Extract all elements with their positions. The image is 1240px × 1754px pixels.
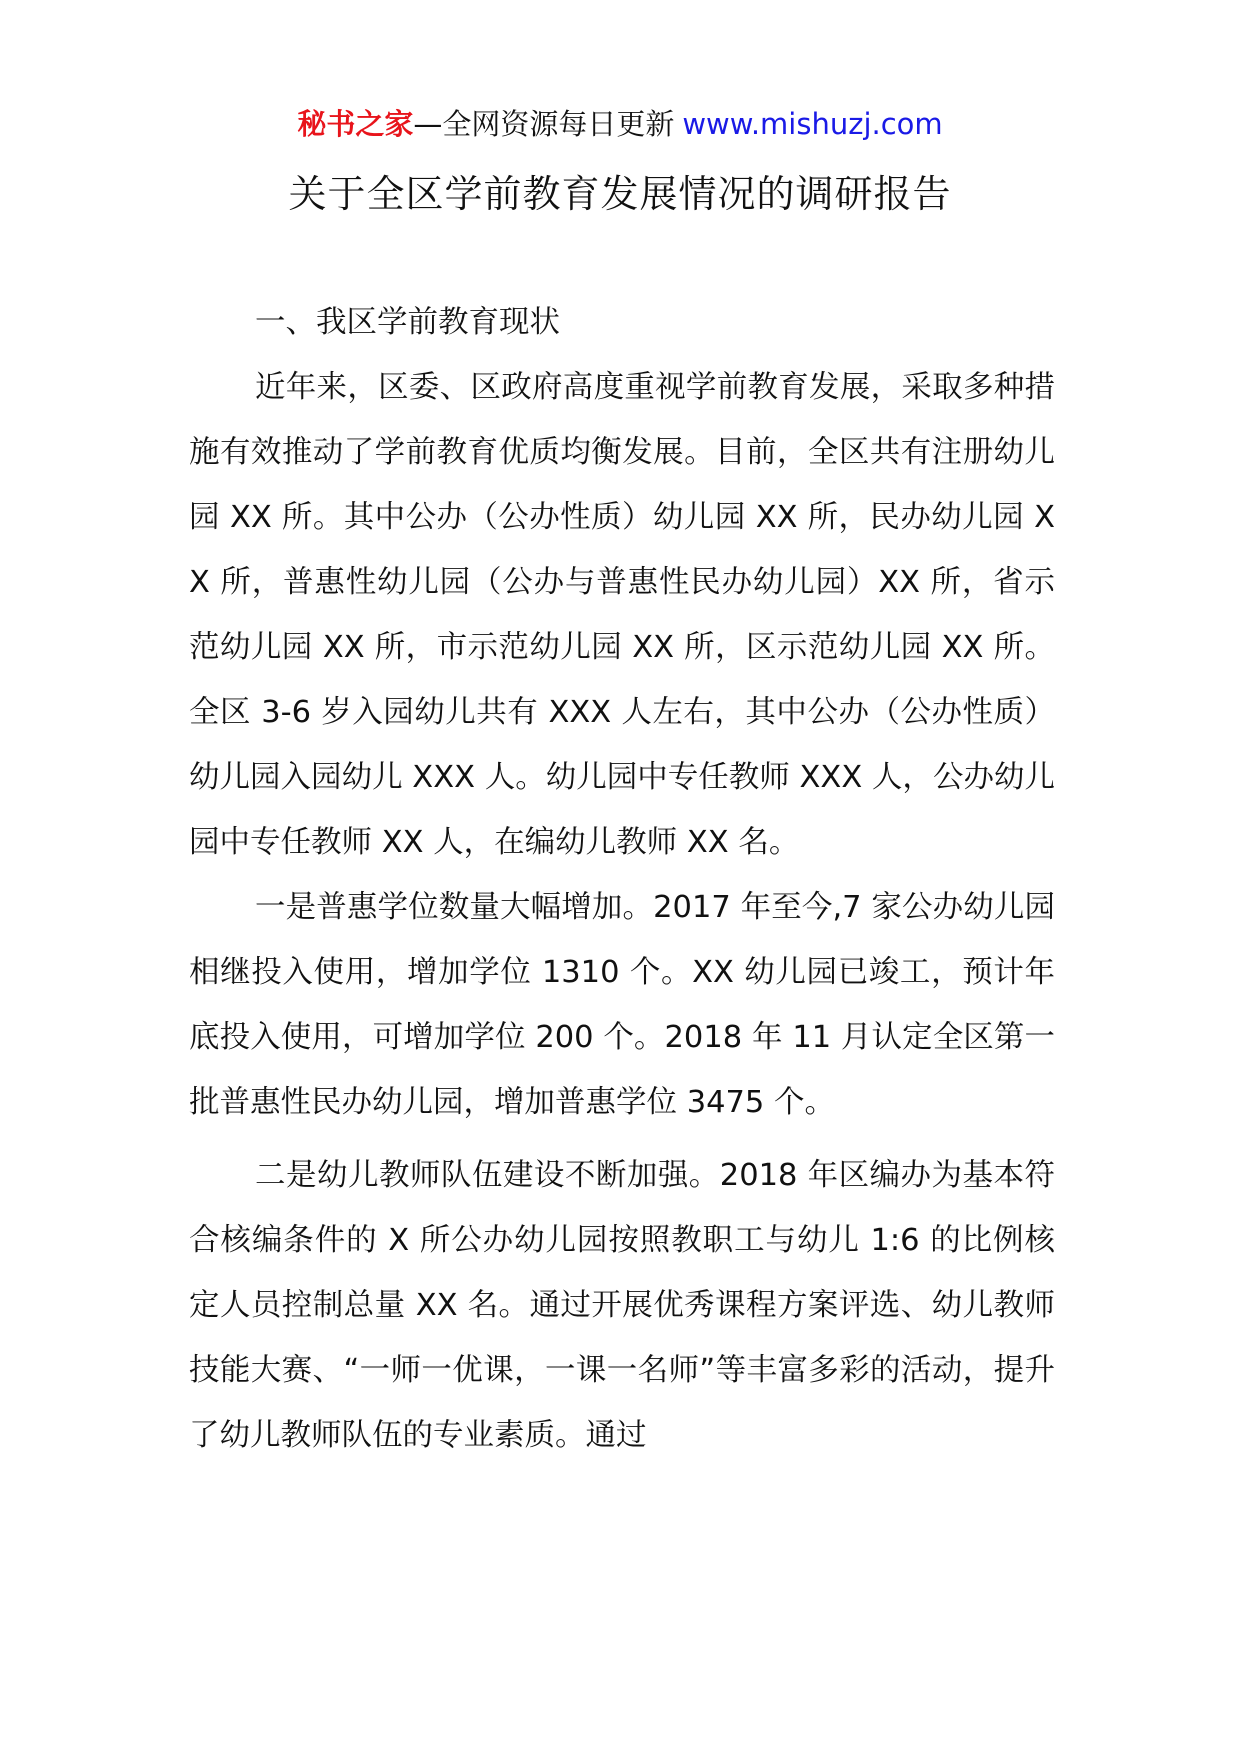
paragraph-status-overview: 近年来，区委、区政府高度重视学前教育发展，采取多种措施有效推动了学前教育优质均衡发展。目前，全区共有注册幼儿园 XX 所。其中公办（公办性质）幼儿园 XX 所，民办幼儿园 XX 所，普惠性幼儿园（公办与普惠性民办幼儿园）XX 所，省示范幼儿园 XX 所，市示范幼儿园 XX 所，区示范幼儿园 XX 所。全区 3-6 岁入园幼儿共有 XXX 人左右，其中公办（公办性质）幼儿园入园幼儿 XXX 人。幼儿园中专任教师 XXX 人，公办幼儿园中专任教师 XX 人，在编幼儿教师 XX 名。	[189, 370, 1055, 860]
paragraph-inclusive-places: 一是普惠学位数量大幅增加。2017 年至今,7 家公办幼儿园相继投入使用，增加学位 1310 个。XX 幼儿园已竣工，预计年底投入使用，可增加学位 200 个。2018 年 11 月认定全区第一批普惠性民办幼儿园，增加普惠学位 3475 个。	[189, 890, 1055, 1120]
document-body	[189, 290, 1055, 1468]
paragraph-teacher-team: 二是幼儿教师队伍建设不断加强。2018 年区编办为基本符合核编条件的 X 所公办幼儿园按照教职工与幼儿 1:6 的比例核定人员控制总量 XX 名。通过开展优秀课程方案评选、幼儿教师技能大赛、“一师一优课，一课一名师”等丰富多彩的活动，提升了幼儿教师队伍的专业素质。通过	[189, 1158, 1055, 1453]
header-slogan: —全网资源每日更新	[413, 107, 675, 141]
brand-name: 秘书之家	[297, 107, 414, 141]
site-url-link[interactable]: www.mishuzj.com	[682, 107, 943, 141]
document-title: 关于全区学前教育发展情况的调研报告	[288, 172, 952, 216]
site-header	[0, 100, 1240, 148]
section-heading: 一、我区学前教育现状	[255, 305, 560, 340]
